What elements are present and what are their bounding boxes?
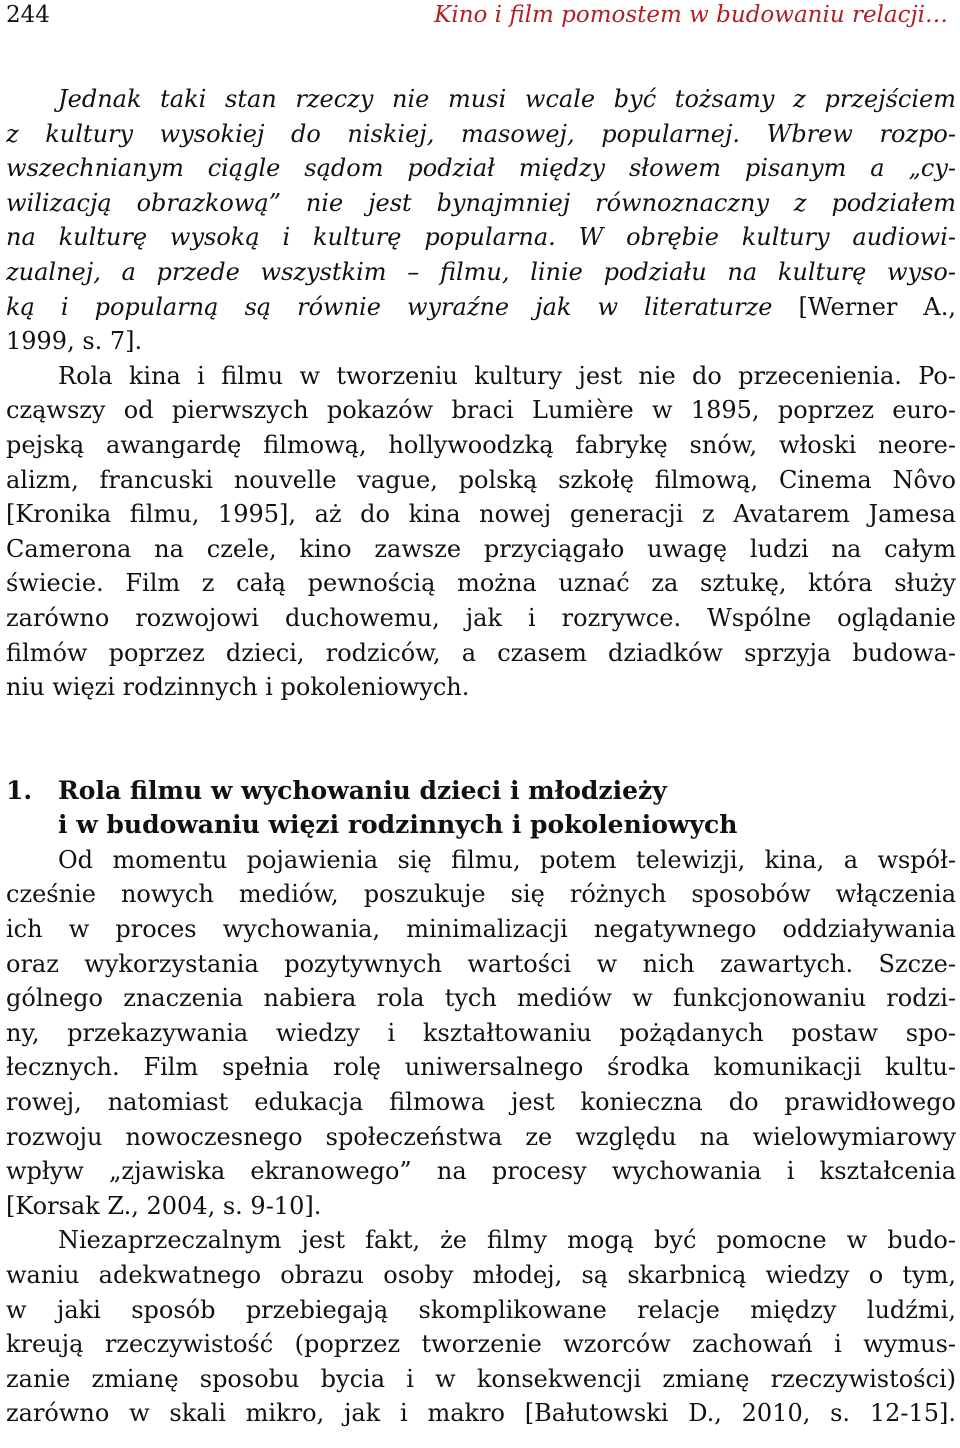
text-line: gólnego znaczenia nabiera rola tych mediów w funkcjonowaniu rodzi- [6,984,956,1013]
paragraph-4 [6,1223,956,1431]
text-line: Niezaprzeczalnym jest fakt, że filmy mogą być pomocne w budo- [58,1226,956,1255]
text-line: filmów poprzez dzieci, rodziców, a czasem dziadków sprzyja budowa- [6,638,956,667]
text-line: rowej, natomiast edukacja filmowa jest konieczna do prawidłowego [6,1088,956,1117]
text-line: zualnej, a przede wszystkim – filmu, linie podziału na kulturę wyso- [6,257,956,286]
text-line: ny, przekazywania wiedzy i kształtowaniu pożądanych postaw spo- [6,1018,956,1047]
text-line: zarówno w skali mikro, jak i makro [Bałutowski D., 2010, s. 12-15]. [6,1399,956,1428]
text-line: zarówno rozwojowi duchowemu, jak i rozrywce. Wspólne oglądanie [6,603,956,632]
text-line: wilizacją obrazkową” nie jest bynajmniej równoznaczny z podziałem [6,188,956,217]
section-title-line: i w budowaniu więzi rodzinnych i pokoleniowych [58,810,738,840]
text-line: pejską awangardę filmową, hollywoodzką fabrykę snów, włoski neore- [6,430,956,459]
text-line: zanie zmianę sposobu bycia i w konsekwencji zmianę rzeczywistości) [6,1364,956,1393]
paragraph-2 [6,359,956,705]
text-line: cześnie nowych mediów, poszukuje się różnych sposobów włączenia [6,880,956,909]
section-title: Rola filmu w wychowaniu dzieci i młodzieży [58,775,667,805]
text-line: wszechnianym ciągle sądom podział między słowem pisanym a „cy- [6,154,956,183]
paragraph-3 [6,843,956,1224]
text-line: alizm, francuski nouvelle vague, polską szkołę filmową, Cinema Nôvo [6,465,956,494]
text-line: Rola kina i filmu w tworzeniu kultury jest nie do przecenienia. Po- [58,361,956,390]
page-number: 244 [6,2,50,28]
text-line: waniu adekwatnego obrazu osoby młodej, są skarbnicą wiedzy o tym, [6,1261,956,1289]
text-line: Camerona na czele, kino zawsze przyciągało uwagę ludzi na całym [6,534,956,563]
quote-text: ką i popularną są równie wyraźne jak w literaturze [6,292,799,321]
text-line: na kulturę wysoką i kulturę popularna. W obrębie kultury audiowi- [6,223,956,252]
text-line [6,290,956,325]
text-line: 1999, s. 7]. [6,327,143,356]
citation: [Werner A., [798,292,956,321]
page-content [6,82,956,1431]
text-line: z kultury wysokiej do niskiej, masowej, popularnej. Wbrew rozpo- [6,119,956,148]
text-line: łecznych. Film spełnia rolę uniwersalnego środka komunikacji kultu- [6,1053,956,1082]
section-spacer [6,705,956,774]
text-line: rozwoju nowoczesnego społeczeństwa ze względu na wielowymiarowy [6,1122,956,1151]
section-title-line [6,774,956,809]
paragraph-1 [6,82,956,359]
page-header [6,2,956,36]
text-line: [Korsak Z., 2004, s. 9-10]. [6,1191,322,1220]
text-line: cząwszy od pierwszych pokazów braci Lumière w 1895, poprzez euro- [6,396,956,425]
text-line: wpływ „zjawiska ekranowego” na procesy wychowania i kształcenia [6,1157,956,1186]
text-line: [Kronika filmu, 1995], aż do kina nowej generacji z Avatarem Jamesa [6,500,956,529]
section-heading [6,774,956,843]
text-line: niu więzi rodzinnych i pokoleniowych. [6,673,470,702]
running-title: Kino i film pomostem w budowaniu relacji… [434,2,948,28]
text-line: Od momentu pojawienia się filmu, potem telewizji, kina, a współ- [58,845,956,874]
text-line: świecie. Film z całą pewnością można uznać za sztukę, która służy [6,569,956,598]
text-line: ich w proces wychowania, minimalizacji negatywnego oddziaływania [6,915,956,944]
text-line: Jednak taki stan rzeczy nie musi wcale być tożsamy z przejściem [58,85,956,113]
text-line: oraz wykorzystania pozytywnych wartości w nich zawartych. Szcze- [6,949,956,978]
text-line: kreują rzeczywistość (poprzez tworzenie wzorców zachowań i wymus- [6,1330,956,1359]
section-number: 1. [6,775,33,805]
text-line: w jaki sposób przebiegają skomplikowane relacje między ludźmi, [6,1295,956,1324]
